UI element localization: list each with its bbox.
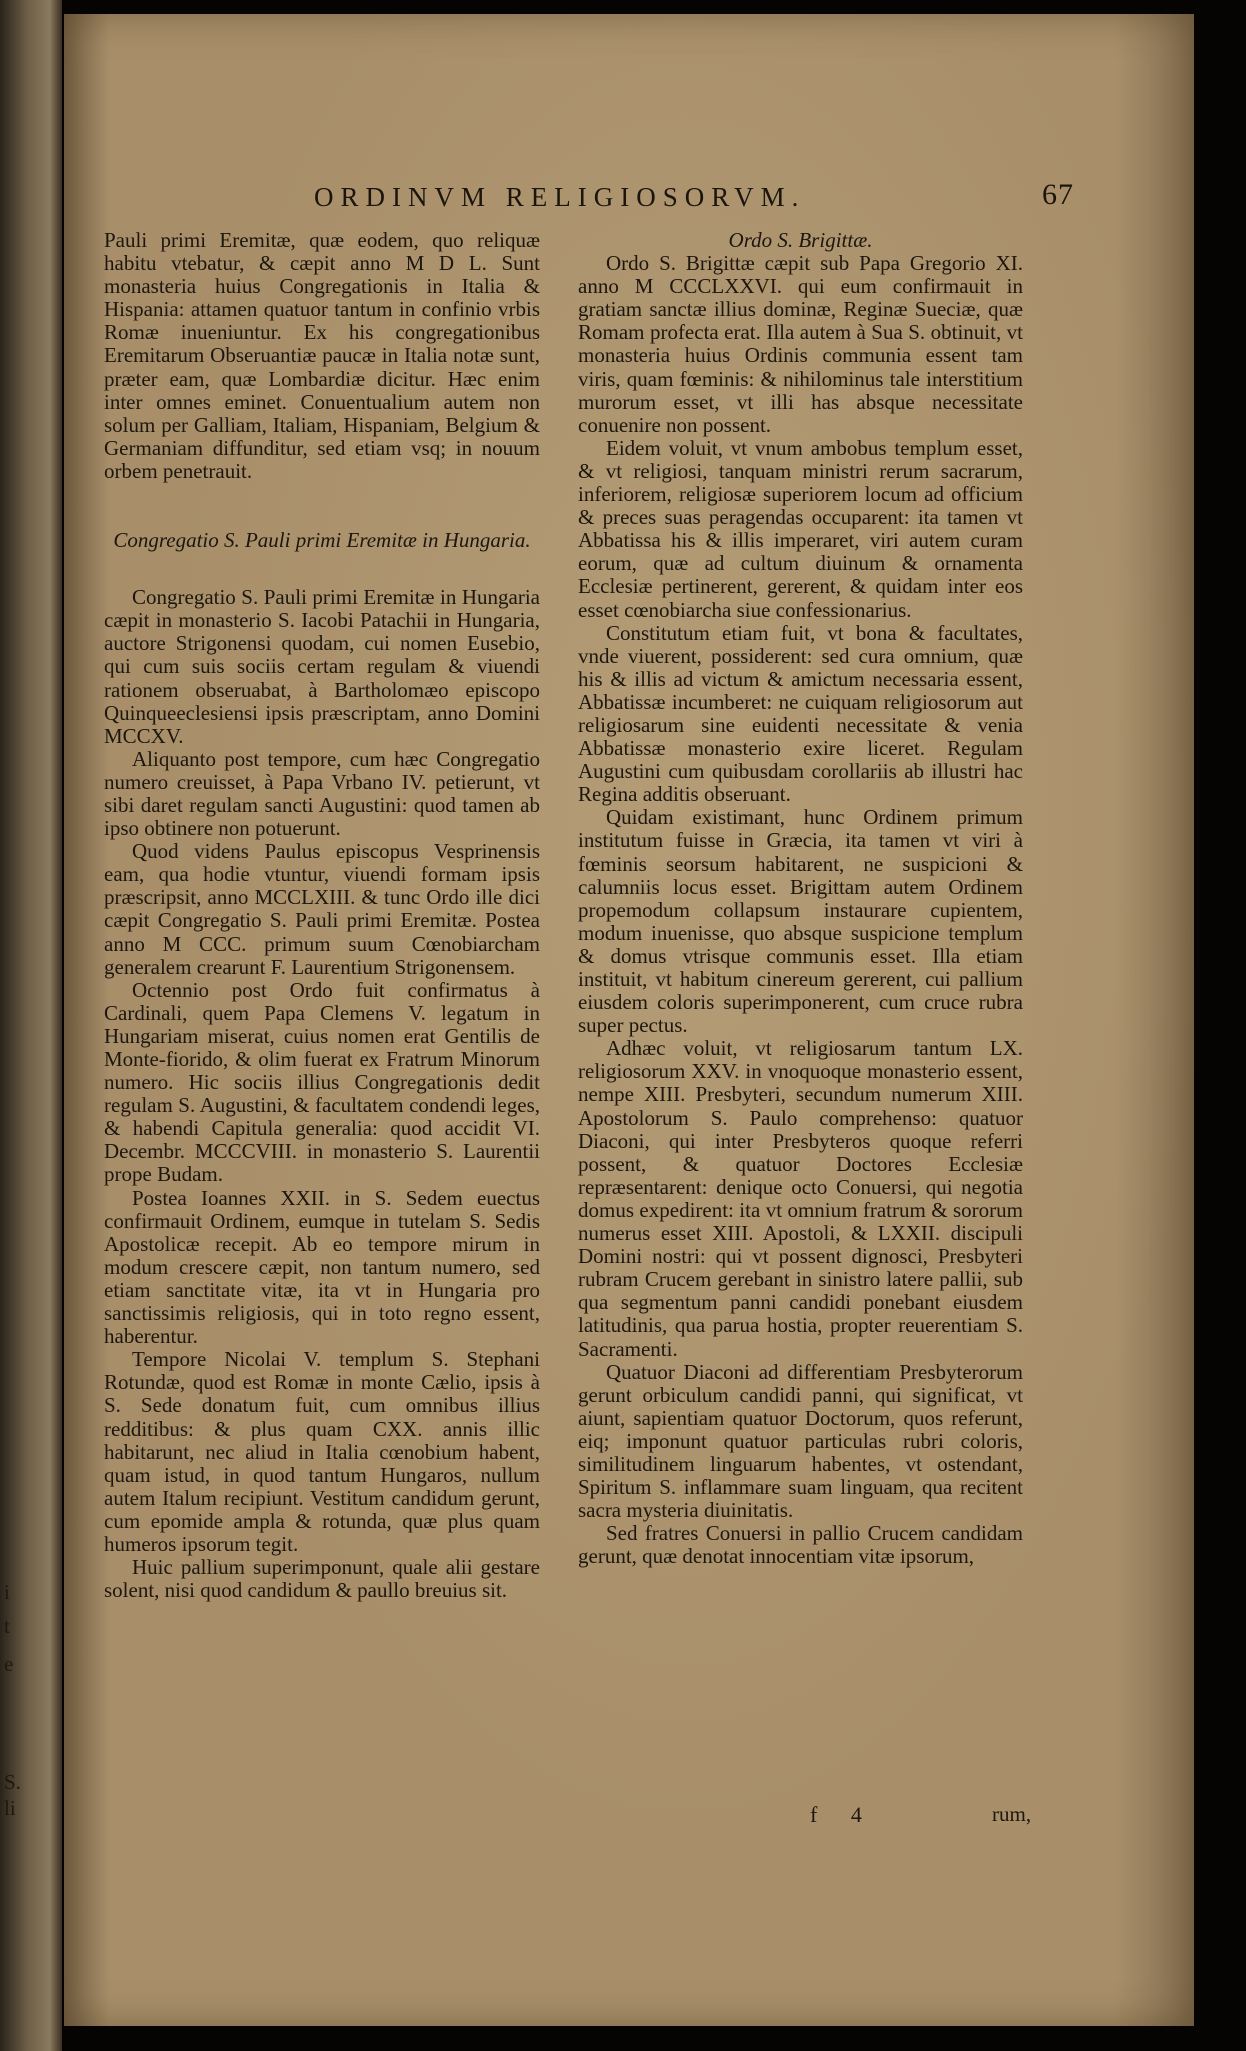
section-heading-brigitta: Ordo S. Brigittæ.	[728, 228, 873, 252]
paragraph: Quatuor Diaconi ad differentiam Presbyterorum gerunt orbiculum candidi panni, qui significat, vt aiunt, sapientiam quatuor Doctorum, quos referunt, eiq; imponunt quatuor particulas rubri coloris, similitudinem linguarum habentes, vt ostendant, Spiritum S. inflammare suam linguam, qua recitent sacra mysteria diuinitatis.	[578, 1359, 1023, 1523]
paragraph: Postea Ioannes XXII. in S. Sedem euectus confirmauit Ordinem, eumque in tutelam S. Sedis Apostolicæ recepit. Ab eo tempore mirum in modum crescere cæpit, non tantum numero, sed etiam sanctitate vitæ, ita vt in Hungaria pro sanctissimis religiosis, qui in toto regno essent, haberentur.	[104, 1185, 540, 1349]
margin-fragment: t	[4, 1614, 10, 1638]
adjacent-page-edge	[0, 0, 62, 2051]
paragraph: Huic pallium superimponunt, quale alii gestare solent, nisi quod candidum & paullo breuius sit.	[104, 1555, 540, 1603]
opening-paragraph: Pauli primi Eremitæ, quæ eodem, quo reliquæ habitu vtebatur, & cæpit anno M D L. Sunt monasteria huius Congregationis in Italia & Hispania: attamen quatuor tantum in confinio vrbis Romæ inueniuntur. Ex his congregationibus Eremitarum Obseruantiæ paucæ in Italia notæ sunt, præter eam, quæ Lombardiæ dicitur. Hæc enim inter omnes eminet. Conuentualium autem non solum per Galliam, Italiam, Hispaniam, Belgium & Germaniam diffunditur, sed etiam vsq; in nouum orbem penetrauit.	[104, 228, 540, 483]
running-title: ORDINVM RELIGIOSORVM.	[314, 182, 806, 212]
margin-fragment: i	[4, 1580, 10, 1604]
catchword: rum,	[992, 1802, 1032, 1826]
left-column	[104, 229, 540, 1602]
margin-fragment: e	[4, 1652, 14, 1676]
margin-fragment: S.	[4, 1770, 21, 1794]
book-page	[64, 14, 1194, 2026]
paragraph: Sed fratres Conuersi in pallio Crucem candidam gerunt, quæ denotat innocentiam vitæ ipsorum,	[578, 1521, 1023, 1569]
page-number: 67	[1042, 178, 1074, 211]
section-heading-hungaria: Congregatio S. Pauli primi Eremitæ in Hungaria.	[113, 528, 531, 553]
paragraph: Quidam existimant, hunc Ordinem primum institutum fuisse in Græcia, ita tamen vt viri à fœminis seorsum habitarent, ne suspicioni & calumniis locus esset. Brigittam autem Ordinem propemodum collapsum instaurare cupientem, modum inuenisse, quo absque suspicione templum & domus vtrisque communis esset. Illa etiam instituit, vt habitum cinereum gererent, cui pallium eiusdem coloris superimponerent, cum cruce rubra super pectus.	[578, 805, 1023, 1038]
right-column	[578, 229, 1023, 1568]
paragraph: Constitutum etiam fuit, vt bona & facultates, vnde viuerent, possiderent: sed cura omnium, quæ his & illis ad victum & amictum necessaria essent, Abbatissæ incumberet: ne cuiquam religiosorum aut religiosarum sine euidenti necessitate & venia Abbatissæ monasterio exire liceret. Regulam Augustini cum quibusdam corollariis ab illustri hac Regina additis obseruant.	[578, 620, 1023, 807]
paragraph: Quod videns Paulus episcopus Vesprinensis eam, qua hodie vtuntur, viuendi formam ipsis præscripsit, anno MCCLXIII. & tunc Ordo ille dici cæpit Congregatio S. Pauli primi Eremitæ. Postea anno M CCC. primum suum Cœnobiarcham generalem crearunt F. Laurentium Strigonensem.	[104, 839, 540, 979]
paragraph: Aliquanto post tempore, cum hæc Congregatio numero creuisset, à Papa Vrbano IV. petierunt, vt sibi daret regulam sancti Augustini: quod tamen ab ipso obtinere non potuerunt.	[104, 746, 540, 841]
running-header	[314, 178, 1074, 222]
paragraph: Adhæc voluit, vt religiosarum tantum LX. religiosorum XXV. in vnoquoque monasterio essent, nempe XIII. Presbyteri, secundum numerum XIII. Apostolorum S. Paulo comprehenso: quatuor Diaconi, qui inter Presbyteros quoque referri possent, & quatuor Doctores Ecclesiæ repræsentarent: denique octo Conuersi, qui negotia domus expedirent: ita vt omnium fratrum & sororum numerus esset XIII. Apostoli, & LXXII. discipuli Domini nostri: qui vt possent dignosci, Presbyteri rubram Crucem gerebant in sinistro latere pallii, sub qua segmentum panni candidi ponebant eiusdem latitudinis, qua parua hostia, propter reuerentiam S. Sacramenti.	[578, 1036, 1023, 1361]
paragraph: Congregatio S. Pauli primi Eremitæ in Hungaria cæpit in monasterio S. Iacobi Patachii in Hungaria, auctore Strigonensi quodam, cui nomen Eusebio, qui cum suis sociis certam regulam & viuendi rationem obseruabat, à Bartholomæo episcopo Quinqueeclesiensi ipsis præscriptam, anno Domini MCCXV.	[104, 585, 540, 748]
paragraph: Eidem voluit, vt vnum ambobus templum esset, & vt religiosi, tanquam ministri rerum sacrarum, inferiorem, religiosæ superiorem locum ad officium & preces suas peragendas occuparent: ita tamen vt Abbatissa his & illis imperaret, viri autem curam eorum, quæ ad cultum diuinum & ornamenta Ecclesiæ pertinerent, gererent, & quidam inter eos esset cœnobiarcha siue confessionarius.	[578, 435, 1023, 622]
paragraph: Tempore Nicolai V. templum S. Stephani Rotundæ, quod est Romæ in monte Cælio, ipsis à S. Sede donatum fuit, cum omnibus illius redditibus: & plus quam CXX. annis illic habitarunt, nec aliud in Italia cœnobium habent, quam istud, in quod tantum Hungaros, nullum autem Italum recipiunt. Vestitum candidum gerunt, cum epomide ampla & rotunda, quæ plus quam humeros ipsorum tegit.	[104, 1347, 540, 1556]
signature-mark: f 4	[810, 1802, 876, 1827]
paragraph: Ordo S. Brigittæ cæpit sub Papa Gregorio XI. anno M CCCLXXVI. qui eum confirmauit in gratiam sanctæ illius dominæ, Reginæ Sueciæ, quæ Romam profecta erat. Illa autem à Sua S. obtinuit, vt monasteria huius Ordinis communia essent tam viris, quam fœminis: & nihilominus tale interstitium murorum esset, vt illi has absque necessitate conuenire non possent.	[578, 251, 1023, 437]
paragraph: Octennio post Ordo fuit confirmatus à Cardinali, quem Papa Clemens V. legatum in Hungariam miserat, cuius nomen erat Gentilis de Monte-fiorido, & olim fuerat ex Fratrum Minorum numero. Hic sociis illius Congregationis dedit regulam S. Augustini, & facultatem condendi leges, & habendi Capitula generalia: quod accidit VI. Decembr. MCCCVIII. in monasterio S. Laurentii prope Budam.	[104, 977, 540, 1187]
margin-fragment: li	[4, 1796, 16, 1820]
